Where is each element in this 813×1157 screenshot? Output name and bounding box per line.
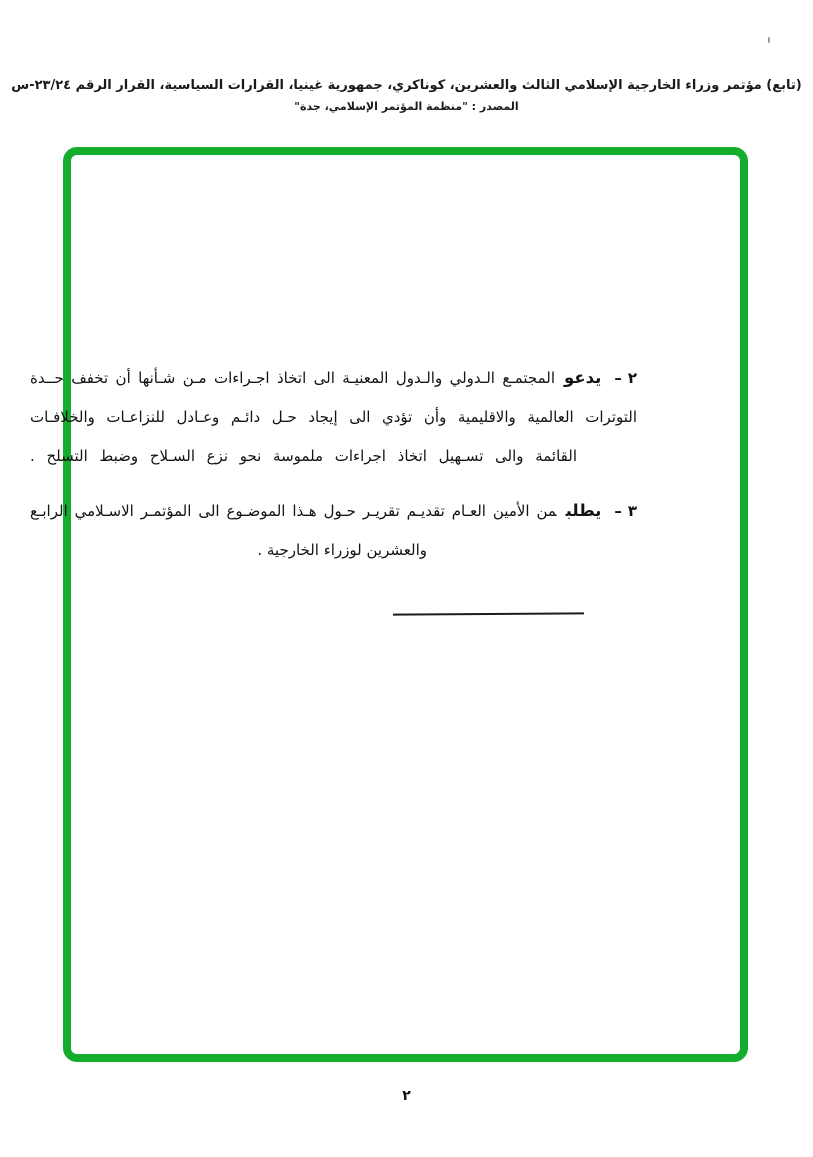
paragraph-2-line-1	[30, 358, 637, 398]
section-separator-rule	[393, 612, 584, 615]
scan-artifact-mark	[768, 37, 770, 43]
paragraph-2-line-2: التوترات العالمية والاقليمية وأن تؤدي الى إيجاد حـل دائـم وعـادل للنزاعـات والخلافـات	[30, 408, 637, 426]
header-title-line: (تابع) مؤتمر وزراء الخارجية الإسلامي الثالث والعشرين، كوناكري، جمهورية غينيا، القرارات السياسية، القرار الرقم ٢٣/٢٤-س	[11, 78, 802, 93]
header-source-line: المصدر : "منظمة المؤتمر الإسلامي، جدة"	[294, 100, 519, 113]
paragraph-3-dash: –	[614, 502, 622, 520]
paragraph-2-lead-word: يدعو	[564, 368, 602, 387]
paragraph-2-text: المجتمـع الـدولي والـدول المعنيـة الى اتخاذ اجـراءات مـن شـأنها أن تخفف حــدة	[30, 369, 555, 387]
paragraph-2-line-3: القائمة والى تسـهيل اتخاذ اجراءات ملموسة نحو نزع السـلاح وضبط التسلح .	[30, 447, 577, 465]
paragraph-3	[30, 491, 637, 570]
paragraph-3-line-2: والعشرين لوزراء الخارجية .	[257, 541, 427, 559]
paragraph-3-lead-word: يطلب	[565, 501, 602, 520]
paragraph-2	[30, 358, 637, 476]
document-header	[0, 78, 813, 113]
green-frame	[30, 147, 748, 1062]
paragraph-2-number: ٢	[627, 369, 637, 387]
page-number: ٢	[402, 1088, 411, 1104]
paragraph-2-dash: –	[614, 369, 622, 387]
paragraph-3-number: ٣	[627, 502, 637, 520]
paragraph-3-line-1	[30, 491, 637, 531]
paragraph-3-text: من الأمين العـام تقديـم تقريـر حـول هـذا الموضـوع الى المؤتمـر الاسـلامي الرابـع	[30, 502, 557, 520]
